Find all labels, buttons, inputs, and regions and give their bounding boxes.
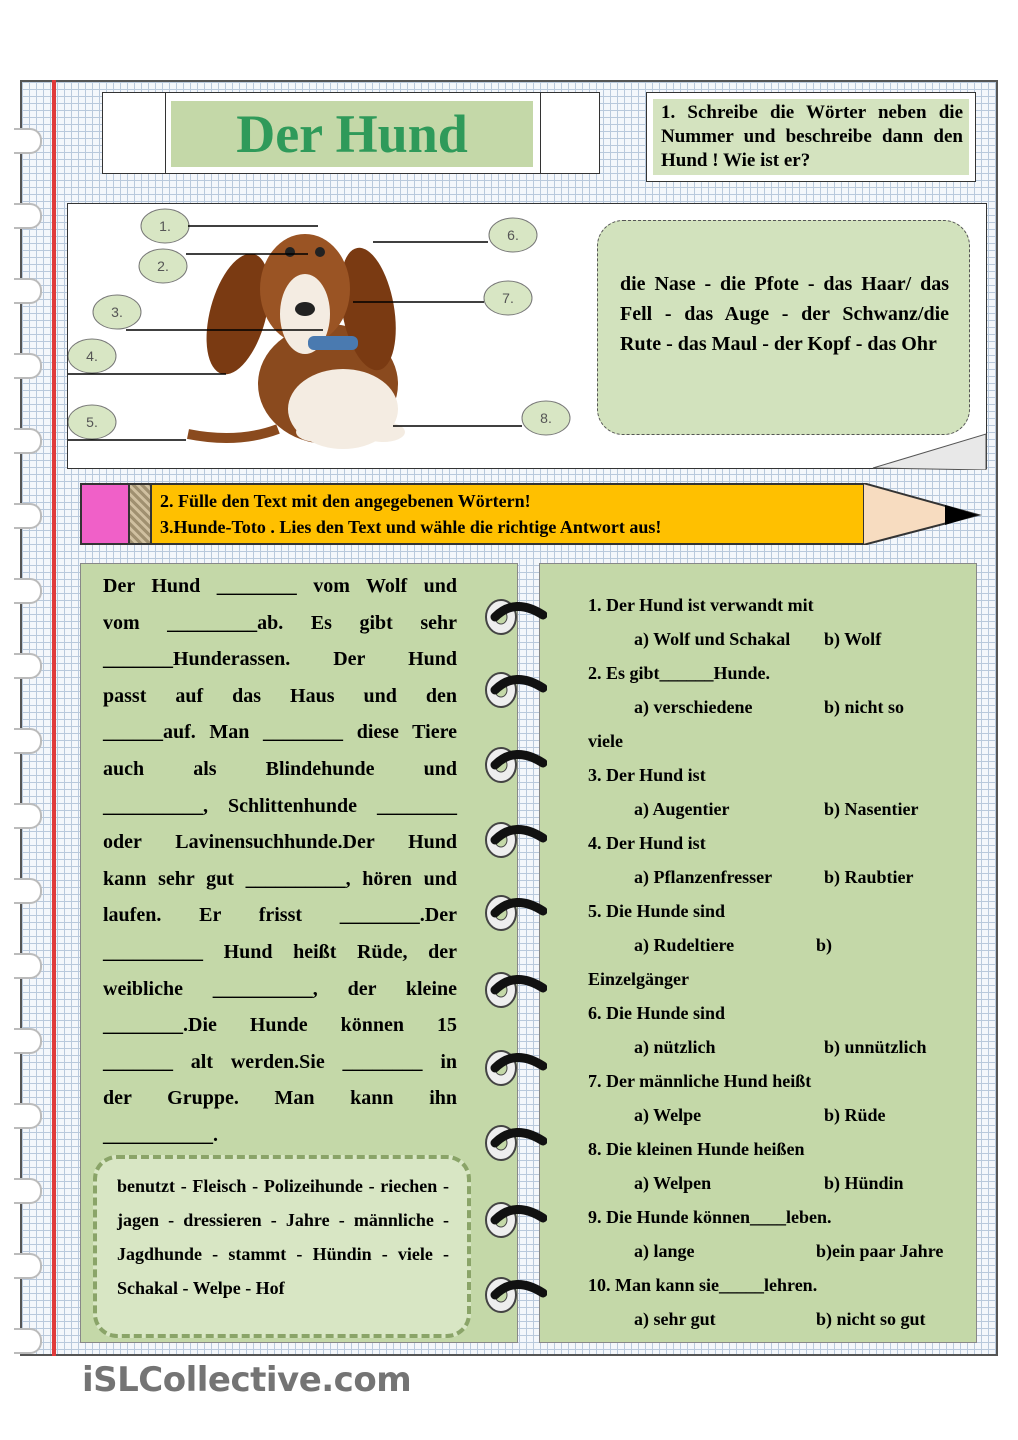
binder-tab (14, 128, 42, 154)
quiz-option-a: a) Welpen (634, 1173, 712, 1193)
quiz-option-b: b) Hündin (824, 1173, 904, 1193)
binder-tab (14, 503, 42, 529)
quiz-question: 4. Der Hund ist (588, 833, 706, 853)
label-number: 1. (159, 218, 171, 234)
binder-tab (14, 653, 42, 679)
binder-tab (14, 1178, 42, 1204)
margin-line (52, 80, 56, 1356)
task1-box (646, 92, 976, 182)
binder-tab (14, 428, 42, 454)
fill-text-line: passt auf das Haus und den (103, 684, 457, 707)
title-box (102, 92, 600, 174)
binder-tab (14, 953, 42, 979)
binder-ring (483, 670, 547, 710)
binder-tab (14, 578, 42, 604)
quiz-panel (539, 563, 977, 1343)
quiz-option-a: a) nützlich (634, 1037, 716, 1057)
fill-text-line: laufen. Er frisst ________.Der (103, 904, 457, 927)
quiz-option-b: b) Raubtier (824, 867, 914, 887)
quiz-option-a: a) Wolf und Schakal (634, 629, 791, 649)
quiz-question: 2. Es gibt______Hunde. (588, 663, 771, 683)
pencil-eraser (82, 485, 128, 543)
fill-text-line: _______ alt werden.Sie ________ in (103, 1050, 457, 1073)
quiz-option-a: a) sehr gut (634, 1309, 716, 1329)
binder-ring (483, 745, 547, 785)
label-number: 8. (540, 410, 552, 426)
binder-tab (14, 1103, 42, 1129)
label-number: 6. (507, 227, 519, 243)
quiz-option-b: b) nicht so (824, 697, 905, 717)
label-number: 2. (157, 258, 169, 274)
binder-tab (14, 203, 42, 229)
binder-tab (14, 728, 42, 754)
quiz-option-a: a) lange (634, 1241, 695, 1261)
page-title: Der Hund (171, 101, 533, 167)
binder-ring (483, 1123, 547, 1163)
quiz-option-a: a) Pflanzenfresser (634, 867, 773, 887)
label-number: 3. (111, 304, 123, 320)
fill-text-line: auch als Blindehunde und (103, 758, 457, 780)
quiz-option-b: b) (816, 935, 833, 955)
binder-tab (14, 1028, 42, 1054)
task1-text: 1. Schreibe die Wörter neben die Nummer und beschreibe dann den Hund ! Wie ist er? (653, 99, 969, 175)
fill-text-line: ______auf. Man ________ diese Tiere (103, 721, 457, 744)
binder-ring (483, 1200, 547, 1240)
pencil-banner (80, 483, 865, 545)
fill-text-line: weibliche __________, der kleine (103, 977, 457, 1000)
binder-tab (14, 1253, 42, 1279)
quiz-option-a: a) Rudeltiere (634, 935, 735, 955)
label-number: 5. (86, 414, 98, 430)
word-bank-text: benutzt - Fleisch - Polizeihunde - riechen - jagen - dressieren - Jahre - männliche - Jagdhunde - stammt - Hündin - viele - Schakal - Welpe - Hof (117, 1176, 449, 1298)
quiz-option-a: a) verschiedene (634, 697, 753, 717)
quiz-question: 7. Der männliche Hund heißt (588, 1071, 812, 1091)
fill-text-line: __________ Hund heißt Rüde, der (103, 941, 457, 963)
fill-text-line: Der Hund ________ vom Wolf und (103, 575, 457, 597)
label-number: 7. (502, 290, 514, 306)
quiz-question: 9. Die Hunde können____leben. (588, 1207, 832, 1227)
quiz-option-a: a) Augentier (634, 799, 730, 819)
binder-tab (14, 803, 42, 829)
quiz-option-b: b) unnützlich (824, 1037, 927, 1057)
quiz-question: 5. Die Hunde sind (588, 901, 726, 921)
binder-ring (483, 1048, 547, 1088)
label-number: 4. (86, 348, 98, 364)
binder-ring (483, 970, 547, 1010)
pencil-band (128, 485, 152, 543)
word-bank (93, 1155, 471, 1338)
dog-panel (67, 203, 987, 469)
quiz-option-b-continued: viele (588, 731, 623, 751)
fill-text-line: vom _________ab. Es gibt sehr (103, 611, 457, 634)
fill-text-line: der Gruppe. Man kann ihn (103, 1087, 457, 1110)
binder-tab (14, 878, 42, 904)
binder-ring (483, 1275, 547, 1315)
binder-ring (483, 820, 547, 860)
quiz-question: 3. Der Hund ist (588, 765, 706, 785)
quiz-option-b: b) Nasentier (824, 799, 919, 819)
fill-text-line: __________, Schlittenhunde ________ (103, 794, 457, 817)
task2-text: 2. Fülle den Text mit den angegebenen Wörtern! (160, 491, 531, 511)
binder-tab (14, 278, 42, 304)
task3-text: 3.Hunde-Toto . Lies den Text und wähle die richtige Antwort aus! (160, 517, 662, 537)
binder-ring (483, 597, 547, 637)
pencil-tip (863, 483, 983, 545)
quiz-question: 10. Man kann sie_____lehren. (588, 1275, 818, 1295)
quiz-question: 1. Der Hund ist verwandt mit (588, 595, 814, 615)
quiz-question: 6. Die Hunde sind (588, 1003, 726, 1023)
fill-text-line: kann sehr gut __________, hören und (103, 867, 457, 890)
fill-text-line: ___________. (103, 1124, 218, 1146)
fill-text-line: ________.Die Hunde können 15 (103, 1014, 457, 1037)
word-list-box (597, 220, 970, 435)
quiz-option-b: b)ein paar Jahre (816, 1241, 944, 1261)
word-list: die Nase - die Pfote - das Haar/ das Fell - das Auge - der Schwanz/die Rute - das Maul - der Kopf - das Ohr (620, 273, 949, 355)
dog-illustration (188, 234, 405, 449)
quiz-option-b: b) Wolf (824, 629, 882, 649)
quiz-option-b: b) nicht so gut (816, 1309, 926, 1329)
binder-tab (14, 1328, 42, 1354)
quiz-option-b: b) Rüde (824, 1105, 886, 1125)
quiz-option-b-continued: Einzelgänger (588, 969, 689, 989)
binder-tab (14, 353, 42, 379)
fill-text-line: oder Lavinensuchhunde.Der Hund (103, 831, 457, 854)
quiz-option-a: a) Welpe (634, 1105, 702, 1125)
fill-text-line: _______Hunderassen. Der Hund (103, 648, 457, 671)
binder-ring (483, 893, 547, 933)
watermark: iSLCollective.com (82, 1360, 412, 1400)
quiz-question: 8. Die kleinen Hunde heißen (588, 1139, 805, 1159)
